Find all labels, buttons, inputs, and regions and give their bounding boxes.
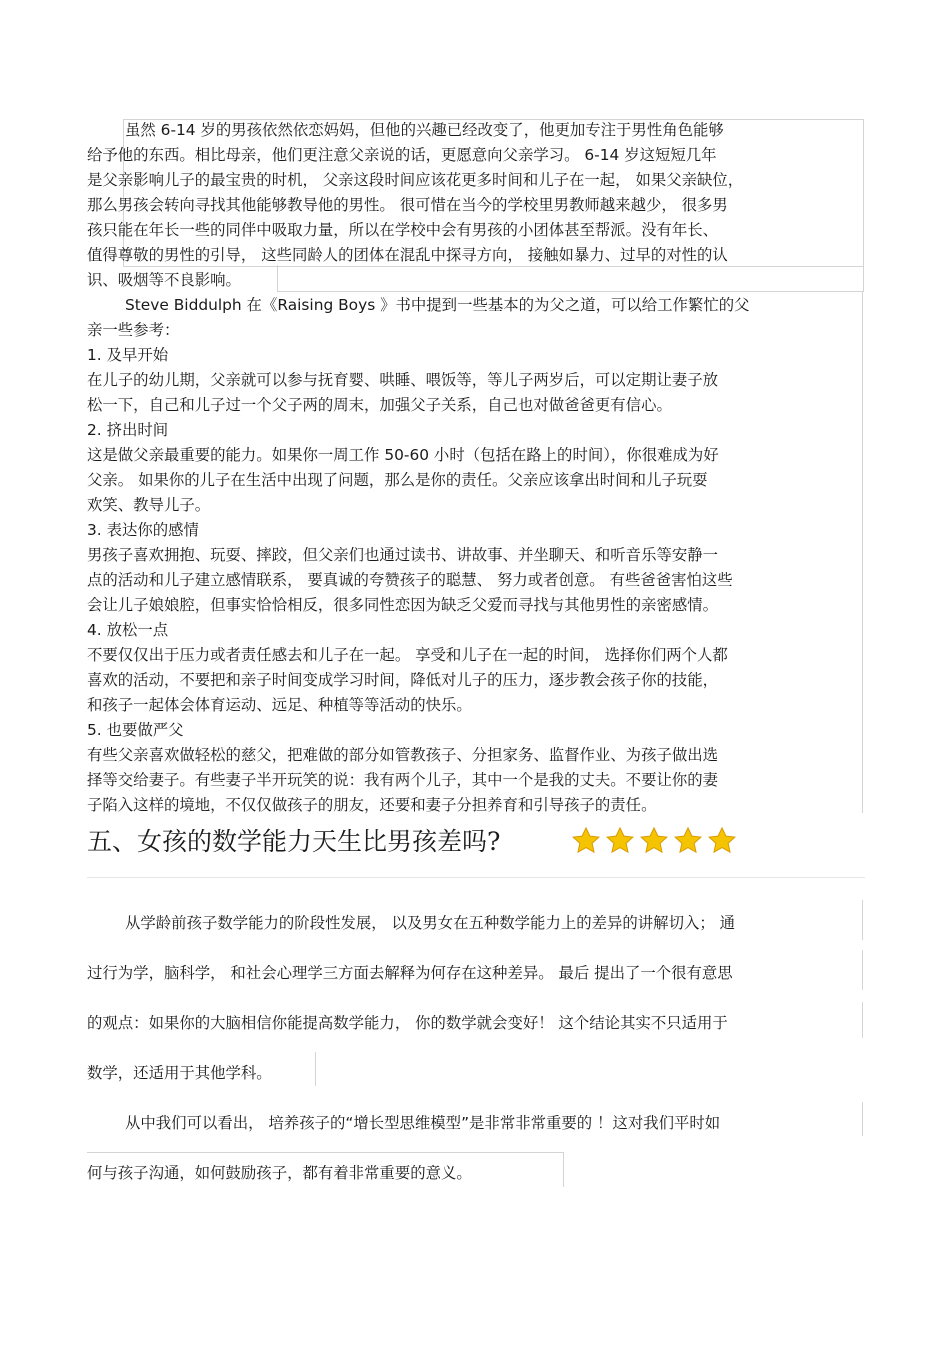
text-line: 是父亲影响儿子的最宝贵的时机， 父亲这段时间应该花更多时间和儿子在一起， 如果父亲缺位， <box>87 171 744 189</box>
text-line: 择等交给妻子。有些妻子半开玩笑的说：我有两个儿子，其中一个是我的丈夫。不要让你的妻 <box>87 771 719 789</box>
text-line: 从学龄前孩子数学能力的阶段性发展， 以及男女在五种数学能力上的差异的讲解切入； 通 <box>125 914 736 932</box>
intro-tail-frame <box>277 265 864 292</box>
cell-border <box>862 950 863 990</box>
star-icon <box>570 826 602 860</box>
text-line: 识、吸烟等不良影响。 <box>87 271 241 289</box>
text-line: 父亲。 如果你的儿子在生活中出现了问题，那么是你的责任。父亲应该拿出时间和儿子玩耍 <box>87 471 708 489</box>
star-icon <box>638 826 670 860</box>
text-line: 欢笑、教导儿子。 <box>87 496 211 514</box>
text-line: 和孩子一起体会体育运动、远足、种植等等活动的快乐。 <box>87 696 472 714</box>
text-line: 数学，还适用于其他学科。 <box>87 1064 272 1082</box>
star-icon <box>706 826 738 860</box>
text-line: Steve Biddulph 在《Raising Boys 》书中提到一些基本的为父之道，可以给工作繁忙的父 <box>125 296 750 314</box>
section-divider <box>87 877 865 878</box>
text-line: 松一下，自己和儿子过一个父子两的周末，加强父子关系，自己也对做爸爸更有信心。 <box>87 396 672 414</box>
text-line: 值得尊敬的男性的引导， 这些同龄人的团体在混乱中探寻方向， 接触如暴力、过早的对性的认 <box>87 246 728 264</box>
tip-heading: 3. 表达你的感情 <box>87 521 199 539</box>
text-line: 男孩子喜欢拥抱、玩耍、摔跤，但父亲们也通过读书、讲故事、并坐聊天、和听音乐等安静一 <box>87 546 719 564</box>
cell-border <box>862 1102 863 1136</box>
text-line: 这是做父亲最重要的能力。如果你一周工作 50-60 小时（包括在路上的时间），你很难成为好 <box>87 446 719 464</box>
text-line: 亲一些参考： <box>87 321 180 339</box>
cell-border <box>862 900 863 940</box>
text-line: 虽然 6-14 岁的男孩依然依恋妈妈，但他的兴趣已经改变了，他更加专注于男性角色能够 <box>125 121 724 139</box>
text-line: 在儿子的幼儿期，父亲就可以参与抚育婴、哄睡、喂饭等，等儿子两岁后，可以定期让妻子放 <box>87 371 719 389</box>
text-line: 会让儿子娘娘腔，但事实恰恰相反，很多同性恋因为缺乏父爱而寻找与其他男性的亲密感情。 <box>87 596 719 614</box>
text-line: 那么男孩会转向寻找其他能够教导他的男性。 很可惜在当今的学校里男教师越来越少， 很多男 <box>87 196 728 214</box>
text-line: 喜欢的活动，不要把和亲子时间变成学习时间，降低对儿子的压力，逐步教会孩子你的技能， <box>87 671 719 689</box>
star-icon <box>604 826 636 860</box>
star-rating <box>570 826 740 860</box>
text-line: 不要仅仅出于压力或者责任感去和儿子在一起。 享受和儿子在一起的时间， 选择你们两个人都 <box>87 646 728 664</box>
text-line: 给予他的东西。相比母亲，他们更注意父亲说的话，更愿意向父亲学习。 6-14 岁这短短几年 <box>87 146 717 164</box>
tips-right-border <box>862 291 863 813</box>
tip-heading: 5. 也要做严父 <box>87 721 184 739</box>
text-line: 子陷入这样的境地，不仅仅做孩子的朋友，还要和妻子分担养育和引导孩子的责任。 <box>87 796 657 814</box>
text-line: 孩只能在年长一些的同伴中吸取力量，所以在学校中会有男孩的小团体甚至帮派。没有年长、 <box>87 221 719 239</box>
text-line: 的观点：如果你的大脑相信你能提高数学能力， 你的数学就会变好！ 这个结论其实不只适用于 <box>87 1014 728 1032</box>
text-line: 从中我们可以看出， 培养孩子的“增长型思维模型”是非常非常重要的 ！这对我们平时如 <box>125 1114 721 1132</box>
section-title: 五、女孩的数学能力天生比男孩差吗? <box>87 827 501 856</box>
star-icon <box>672 826 704 860</box>
text-line: 何与孩子沟通，如何鼓励孩子，都有着非常重要的意义。 <box>87 1164 472 1182</box>
text-line: 点的活动和儿子建立感情联系， 要真诚的夸赞孩子的聪慧、 努力或者创意。 有些爸爸害怕这些 <box>87 571 733 589</box>
cell-border <box>87 1152 564 1187</box>
tip-heading: 2. 挤出时间 <box>87 421 169 439</box>
cell-border <box>862 1002 863 1038</box>
tip-heading: 1. 及早开始 <box>87 346 169 364</box>
cell-border <box>315 1052 316 1086</box>
text-line: 有些父亲喜欢做轻松的慈父，把难做的部分如管教孩子、分担家务、监督作业、为孩子做出选 <box>87 746 719 764</box>
tip-heading: 4. 放松一点 <box>87 621 169 639</box>
text-line: 过行为学，脑科学， 和社会心理学三方面去解释为何存在这种差异。 最后 提出了一个很有意思 <box>87 964 733 982</box>
